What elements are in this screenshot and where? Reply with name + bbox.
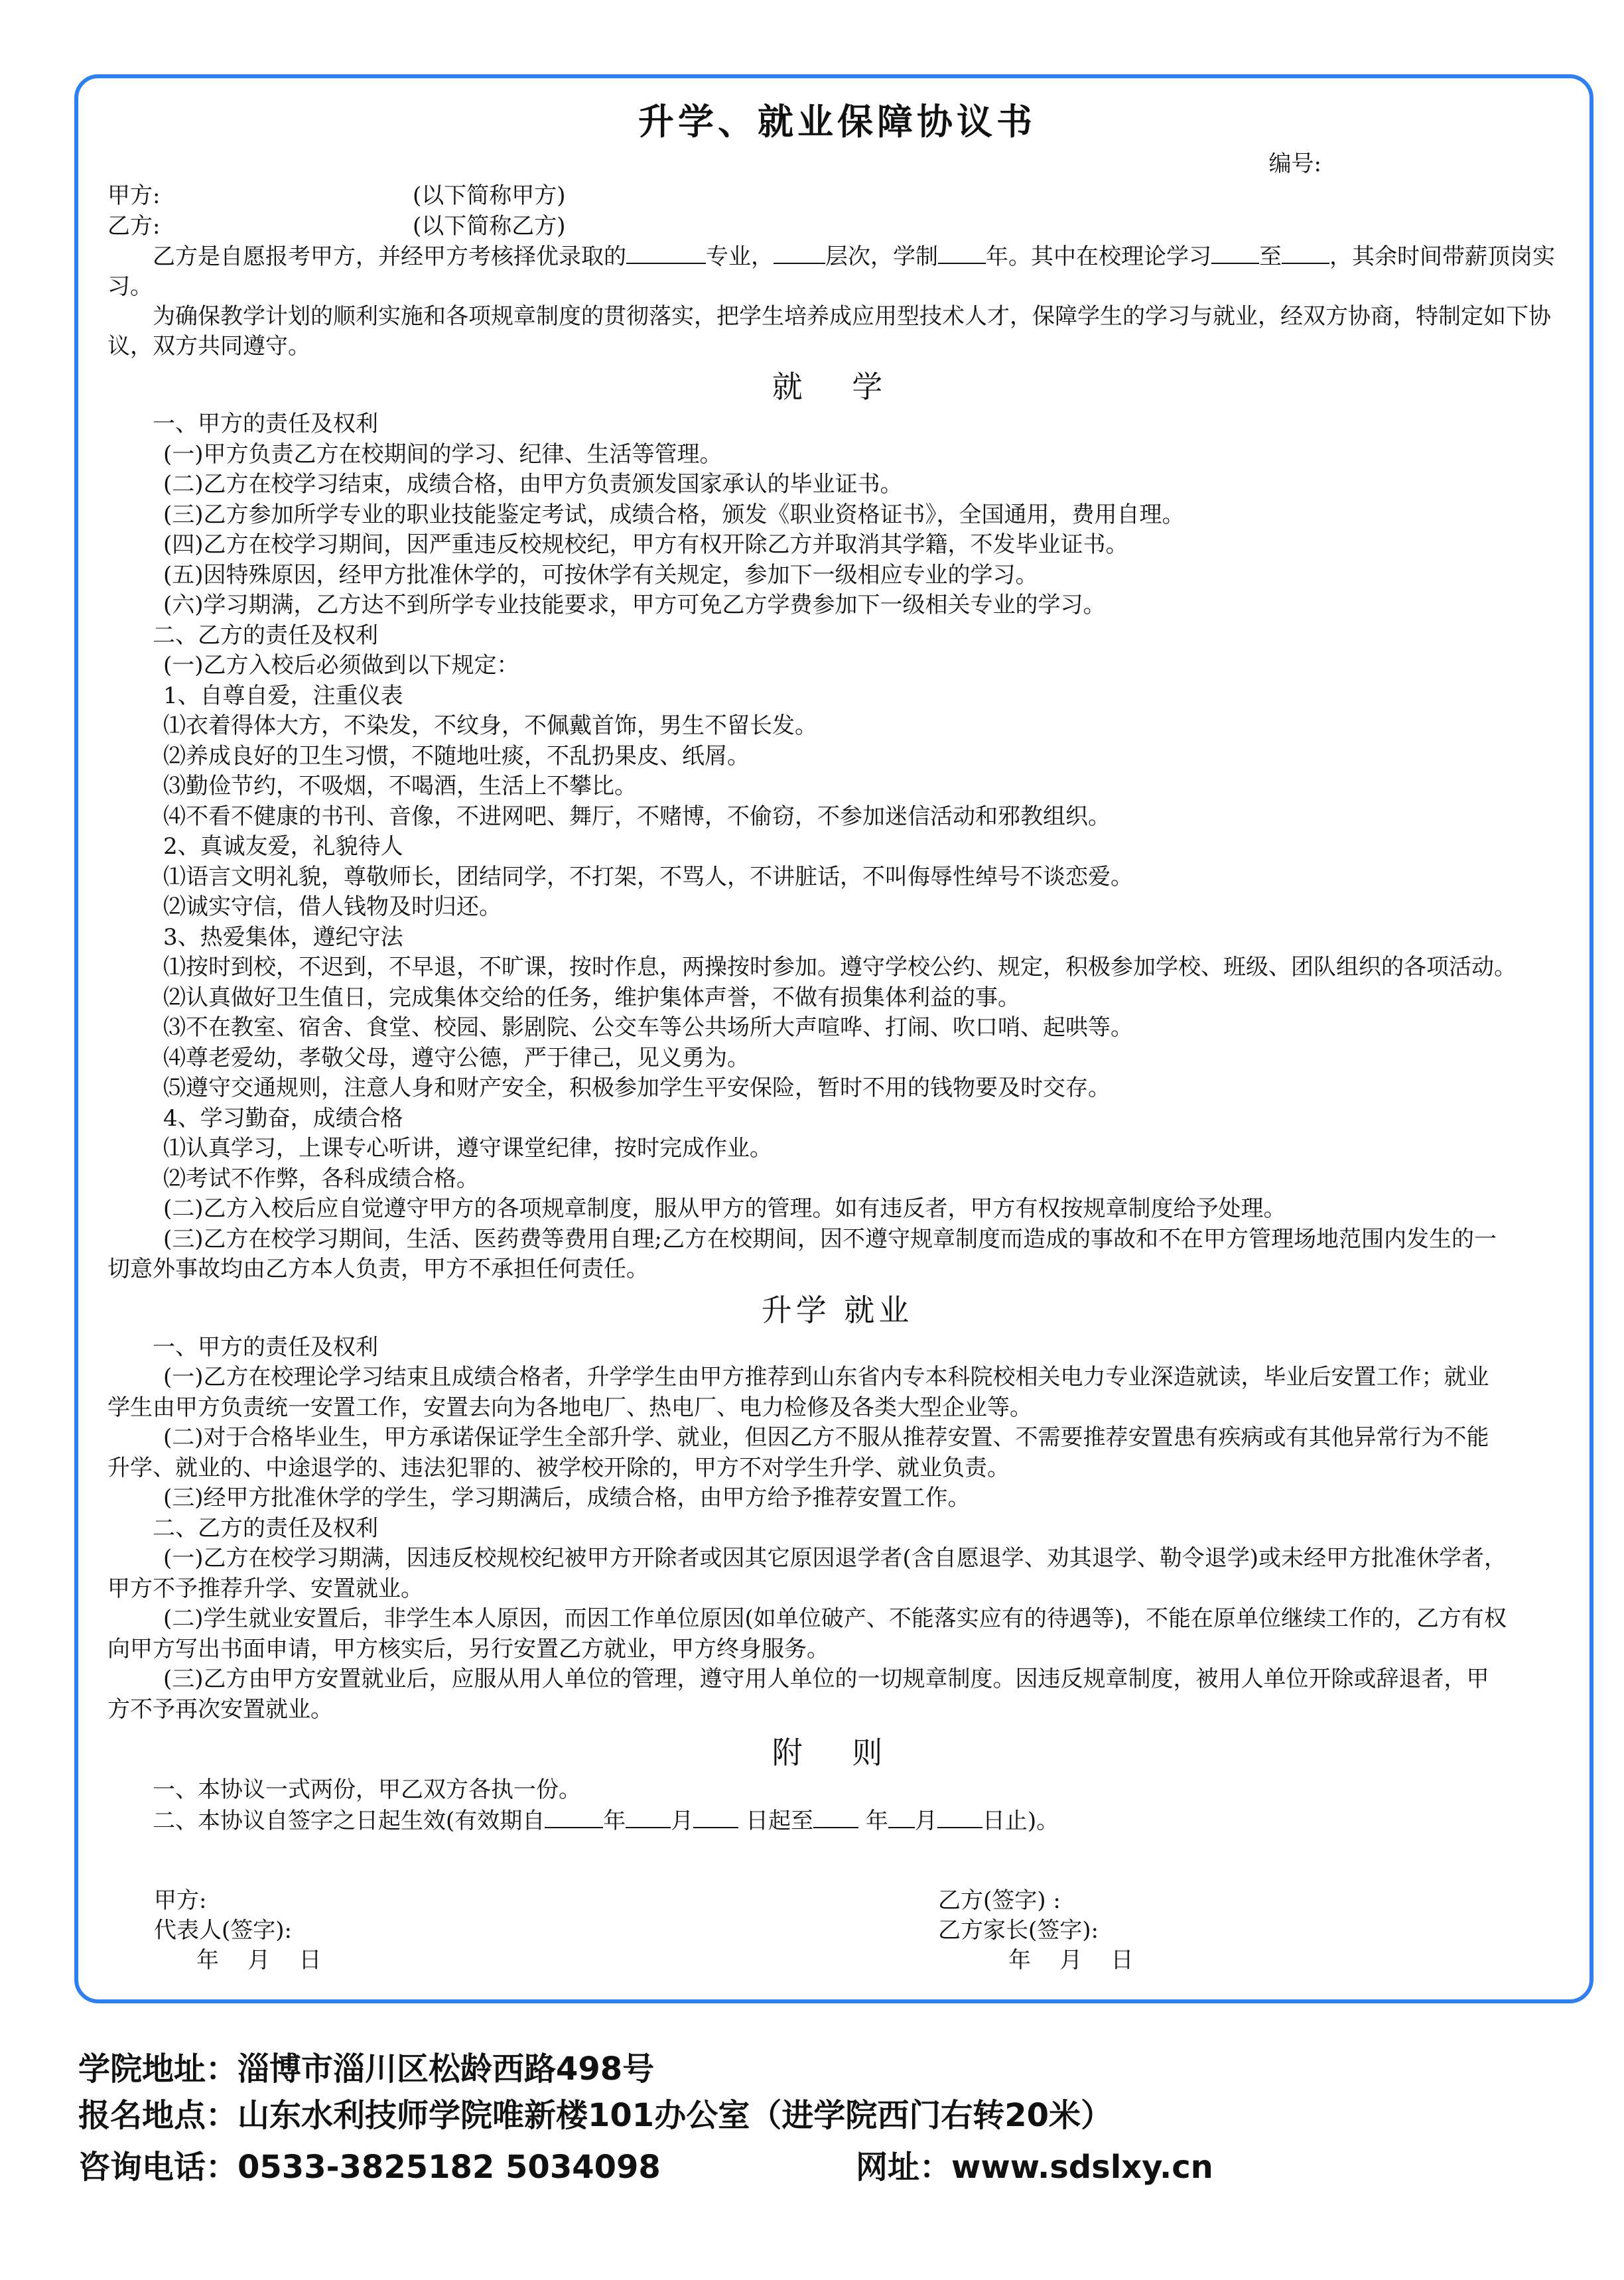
intro1-text-2: 专业，: [706, 243, 774, 270]
clause-line: ⑵考试不作弊，各科成绩合格。: [163, 1165, 479, 1192]
clause-line: (一)乙方入校后必须做到以下规定：: [163, 652, 519, 679]
clause-line: ⑷不看不健康的书刊、音像，不进网吧、舞厅，不赌博，不偷窃，不参加迷信活动和邪教组织。: [163, 803, 1111, 830]
years-blank: [938, 241, 986, 264]
clause-line: (六)学习期满，乙方达不到所学专业技能要求，甲方可免乙方学费参加下一级相关专业的学习。: [163, 592, 1106, 618]
clause-line: (三)乙方参加所学专业的职业技能鉴定考试，成绩合格，颁发《职业资格证书》，全国通用，费用自理。: [163, 501, 1185, 528]
major-blank: [626, 241, 706, 264]
study-clauses: [107, 409, 1567, 1285]
validity-text-2: 年: [603, 1807, 626, 1834]
clause-line: 2、真诚友爱，礼貌待人: [163, 833, 403, 860]
validity-text-4: 日起至: [738, 1807, 814, 1834]
period-end-blank: [1282, 241, 1329, 264]
start-month-blank: [626, 1806, 671, 1828]
clause-line: ⑶勤俭节约，不吸烟，不喝酒，生活上不攀比。: [163, 773, 637, 799]
intro-paragraph-2: 为确保教学计划的顺利实施和各项规章制度的贯彻落实，把学生培养成应用型技术人才，保障学生的学习与就业，经双方协商，特制定如下协议，双方共同遵守。: [107, 303, 1551, 360]
clause-line: ⑵认真做好卫生值日，完成集体交给的任务，维护集体声誉，不做有损集体利益的事。: [163, 984, 1020, 1011]
validity-text-5: 年: [858, 1807, 888, 1834]
clause-line: 一、甲方的责任及权利: [153, 411, 378, 437]
party-a-line: [107, 180, 1567, 211]
validity-text-7: 日止)。: [982, 1807, 1059, 1834]
period-start-blank: [1211, 241, 1259, 264]
supplementary-line-1: 一、本协议一式两份，甲乙双方各执一份。: [153, 1777, 581, 1803]
party-a-note: (以下简称甲方): [413, 182, 566, 209]
party-b-label: 乙方:: [107, 213, 161, 239]
clause-line: (四)乙方在校学习期间，因严重违反校规校纪，甲方有权开除乙方并取消其学籍，不发毕业证书。: [163, 531, 1128, 558]
party-a-label: 甲方:: [107, 182, 161, 209]
clause-line: (一)甲方负责乙方在校期间的学习、纪律、生活等管理。: [163, 440, 722, 468]
end-day-blank: [937, 1806, 982, 1828]
clause-line: 3、热爱集体，遵纪守法: [163, 923, 403, 951]
clause-line: ⑴衣着得体大方，不染发，不纹身，不佩戴首饰，男生不留长发。: [163, 712, 817, 739]
validity-text-1: 二、本协议自签字之日起生效(有效期自: [153, 1807, 545, 1834]
clause-line: 4、学习勤奋，成绩合格: [163, 1105, 403, 1132]
clause-line: (二)乙方入校后应自觉遵守甲方的各项规章制度，服从甲方的管理。如有违反者，甲方有权按规章制度给予处理。: [163, 1195, 1286, 1222]
footer-address: 学院地址：淄博市淄川区松龄西路498号: [78, 2050, 655, 2088]
clause-line: ⑶不在教室、宿舍、食堂、校园、影剧院、公交车等公共场所大声喧哗、打闹、吹口哨、起哄等。: [163, 1014, 1133, 1041]
clause-paragraph: (二)学生就业安置后，非学生本人原因，而因工作单位原因(如单位破产、不能落实应有的待遇等)，不能在原单位继续工作的，乙方有权向甲方写出书面申请，甲方核实后，另行安置乙方就业，甲方终身服务。: [107, 1605, 1507, 1662]
clause-line: (二)乙方在校学习结束，成绩合格，由甲方负责颁发国家承认的毕业证书。: [163, 471, 903, 498]
employment-clauses: [107, 1333, 1567, 1725]
validity-text-6: 月: [914, 1807, 937, 1834]
intro-paragraph-1: [107, 241, 1567, 302]
start-day-blank: [693, 1806, 738, 1828]
clause-line: 二、乙方的责任及权利: [153, 622, 378, 649]
clause-paragraph: ⑴按时到校，不迟到，不早退，不旷课，按时作息，两操按时参加。遵守学校公约、规定，积极参加学校、班级、团队组织的各项活动。: [163, 954, 1517, 980]
clause-paragraph: (三)乙方由甲方安置就业后，应服从用人单位的管理，遵守用人单位的一切规章制度。因违反规章制度，被用人单位开除或辞退者，甲方不予再次安置就业。: [107, 1666, 1489, 1723]
clause-line: 二、乙方的责任及权利: [153, 1514, 378, 1542]
start-year-blank: [545, 1806, 603, 1828]
intro1-text-5: 至: [1259, 243, 1282, 270]
footer-phone: 咨询电话：0533-3825182 5034098: [78, 2149, 661, 2186]
clause-line: (三)经甲方批准休学的学生，学习期满后，成绩合格，由甲方给予推荐安置工作。: [163, 1485, 971, 1511]
party-b-line: [107, 211, 1567, 241]
supplementary-line-2: [107, 1806, 1567, 1836]
serial-number-label: 编号:: [1268, 151, 1321, 177]
footer-signup-location: 报名地点：山东水利技师学院唯新楼101办公室（进学院西门右转20米）: [78, 2097, 1113, 2134]
section-heading-supplementary: 附 则: [772, 1735, 903, 1771]
party-b-note: (以下简称乙方): [413, 213, 566, 239]
intro1-text-3: 层次，学制: [825, 243, 938, 270]
clause-line: 1、自尊自爱，注重仪表: [163, 682, 403, 709]
section-heading-further-study-employment: 升学 就业: [761, 1292, 914, 1328]
end-month-blank: [888, 1806, 915, 1828]
sign-guardian: 乙方家长(签字):: [938, 1917, 1099, 1944]
end-year-blank: [813, 1806, 858, 1828]
intro1-text-1: 乙方是自愿报考甲方，并经甲方考核择优录取的: [153, 243, 626, 270]
footer-website[interactable]: 网址：www.sdslxy.cn: [856, 2149, 1213, 2186]
clause-line: (五)因特殊原因，经甲方批准休学的，可按休学有关规定，参加下一级相应专业的学习。: [163, 561, 1038, 588]
sign-party-b: 乙方(签字) :: [938, 1887, 1061, 1914]
level-blank: [774, 241, 825, 264]
agreement-document: [107, 100, 1567, 1836]
clause-paragraph: (一)乙方在校理论学习结束且成绩合格者，升学学生由甲方推荐到山东省内专本科院校相关电力专业深造就读，毕业后安置工作；就业学生由甲方负责统一安置工作，安置去向为各地电厂、热电厂、电力检修及各类大型企业等。: [107, 1364, 1489, 1421]
sign-party-a: 甲方:: [154, 1887, 207, 1914]
intro1-text-4: 年。其中在校理论学习: [986, 243, 1211, 270]
clause-line: 一、甲方的责任及权利: [153, 1333, 378, 1361]
clause-paragraph: (二)对于合格毕业生，甲方承诺保证学生全部升学、就业，但因乙方不服从推荐安置、不需要推荐安置患有疾病或有其他异常行为不能升学、就业的、中途退学的、违法犯罪的、被学校开除的，甲方不对学生升学、就业负责。: [107, 1424, 1489, 1481]
sign-representative: 代表人(签字):: [154, 1917, 292, 1944]
clause-line: ⑴认真学习，上课专心听讲，遵守课堂纪律，按时完成作业。: [163, 1135, 772, 1162]
intro1-text-6: ，其余时间带薪顶岗实习。: [107, 243, 1555, 300]
clause-paragraph: (一)乙方在校学习期满，因违反校规校纪被甲方开除者或因其它原因退学者(含自愿退学、劝其退学、勒令退学)或未经甲方批准休学者，甲方不予推荐升学、安置就业。: [107, 1545, 1507, 1602]
clause-line: ⑵诚实守信，借人钱物及时归还。: [163, 894, 502, 920]
clause-line: ⑸遵守交通规则，注意人身和财产安全，积极参加学生平安保险，暂时不用的钱物要及时交存。: [163, 1075, 1111, 1101]
clause-line: ⑵养成良好的卫生习惯，不随地吐痰，不乱扔果皮、纸屑。: [163, 742, 750, 770]
clause-line: ⑴语言文明礼貌，尊敬师长，团结同学，不打架，不骂人，不讲脏话，不叫侮辱性绰号不谈恋爱。: [163, 863, 1133, 890]
validity-text-3: 月: [671, 1807, 694, 1834]
sign-date-a: 年 月 日: [196, 1947, 322, 1974]
section-heading-study: 就 学: [772, 369, 903, 405]
clause-line: ⑷尊老爱幼，孝敬父母，遵守公德，严于律己，见义勇为。: [163, 1044, 750, 1071]
clause-paragraph: (三)乙方在校学习期间，生活、医药费等费用自理;乙方在校期间，因不遵守规章制度而造成的事故和不在甲方管理场地范围内发生的一切意外事故均由乙方本人负责，甲方不承担任何责任。: [107, 1225, 1497, 1282]
document-title: 升学、就业保障协议书: [638, 100, 1036, 143]
sign-date-b: 年 月 日: [1008, 1947, 1134, 1974]
